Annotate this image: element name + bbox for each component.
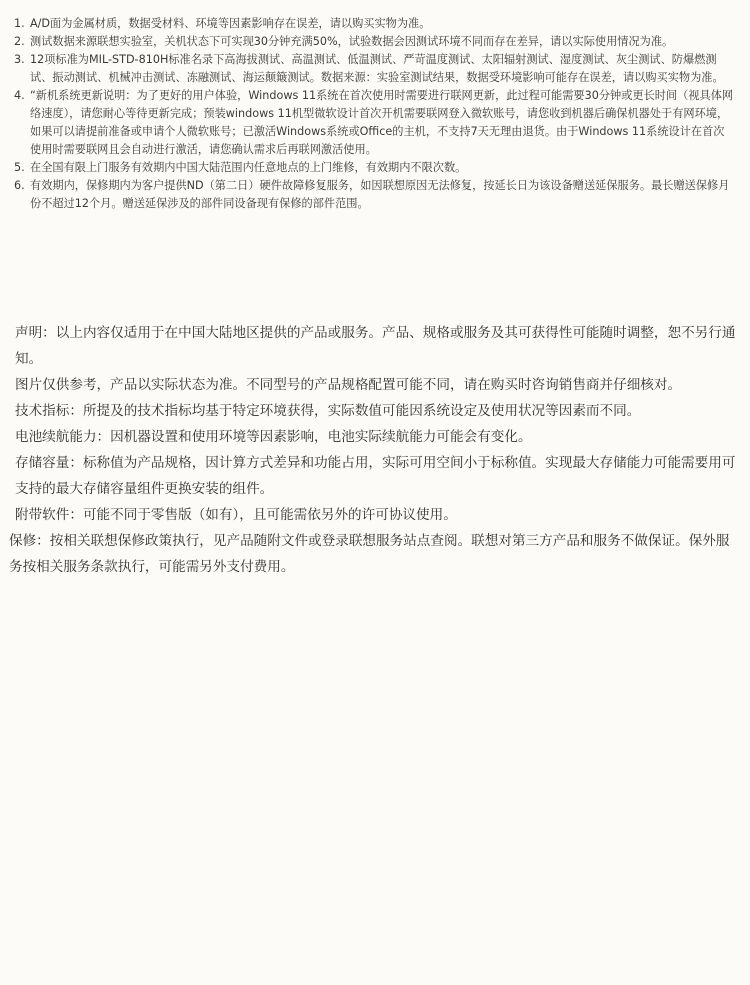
footnote-text: 在全国有限上门服务有效期内中国大陆范围内任意地点的上门维修，有效期内不限次数。: [30, 161, 467, 174]
footnote-text: 测试数据来源联想实验室，关机状态下可实现30分钟充满50%，试验数据会因测试环境不同而存在差异，请以实际使用情况为准。: [30, 35, 674, 48]
footnote-item: [14, 177, 734, 213]
legal-disclaimer: [9, 320, 737, 580]
disclaimer-warranty: 保修：按相关联想保修政策执行，见产品随附文件或登录联想服务站点查阅。联想对第三方产品和服务不做保证。保外服务按相关服务条款执行，可能需另外支付费用。: [9, 533, 730, 575]
footnote-item: [14, 87, 734, 159]
disclaimer-statement: 声明：以上内容仅适用于在中国大陆地区提供的产品或服务。产品、规格或服务及其可获得性可能随时调整，恕不另行通知。: [15, 325, 736, 367]
footnote-number: 2.: [14, 35, 25, 48]
footnote-item: [14, 51, 734, 87]
footnote-number: 1.: [14, 17, 25, 30]
footnote-text: 有效期内，保修期内为客户提供ND（第二日）硬件故障修复服务，如因联想原因无法修复，按延长日为该设备赠送延保服务。最长赠送保修月份不超过12个月。赠送延保涉及的部件同设备现有保修的部件范围。: [30, 179, 730, 210]
footnote-number: 3.: [14, 53, 25, 66]
footnotes-list: [14, 15, 734, 213]
footnote-text: “新机系统更新说明：为了更好的用户体验，Windows 11系统在首次使用时需要进行联网更新，此过程可能需要30分钟或更长时间（视具体网络速度），请您耐心等待更新完成；预装windows 11机型微软设计首次开机需要联网登入微软账号，请您收到机器后确保机器处于有网环境，如果可以请提前准备或申请个人微软账号；已激活Windows系统或Office的主机，不支持7天无理由退货。由于Windows 11系统设计在首次使用时需要联网且会自动进行激活，请您确认需求后再联网激活使用。: [30, 89, 734, 156]
footnote-item: [14, 159, 734, 177]
disclaimer-software: 附带软件：可能不同于零售版（如有），且可能需依另外的许可协议使用。: [15, 507, 457, 523]
disclaimer-tech-specs: 技术指标：所提及的技术指标均基于特定环境获得，实际数值可能因系统设定及使用状况等因素而不同。: [15, 403, 641, 419]
footnote-number: 4.: [14, 89, 25, 102]
disclaimer-battery: 电池续航能力：因机器设置和使用环境等因素影响，电池实际续航能力可能会有变化。: [15, 429, 532, 445]
disclaimer-images: 图片仅供参考，产品以实际状态为准。不同型号的产品规格配置可能不同，请在购买时咨询销售商并仔细核对。: [15, 377, 682, 393]
footnote-number: 6.: [14, 179, 25, 192]
footnote-number: 5.: [14, 161, 25, 174]
footnote-text: A/D面为金属材质，数据受材料、环境等因素影响存在误差，请以购买实物为准。: [30, 17, 431, 30]
footnote-text: 12项标准为MIL-STD-810H标准名录下高海拔测试、高温测试、低温测试、严苛温度测试、太阳辐射测试、湿度测试、灰尘测试、防爆燃测试、振动测试、机械冲击测试、冻融测试、海运颠簸测试。数据来源：实验室测试结果，数据受环境影响可能存在误差，请以购买实物为准。: [30, 53, 724, 84]
disclaimer-storage: 存储容量：标称值为产品规格，因计算方式差异和功能占用，实际可用空间小于标称值。实现最大存储能力可能需要用可支持的最大存储容量组件更换安装的组件。: [15, 455, 736, 497]
footnote-item: [14, 33, 734, 51]
footnote-item: [14, 15, 734, 33]
